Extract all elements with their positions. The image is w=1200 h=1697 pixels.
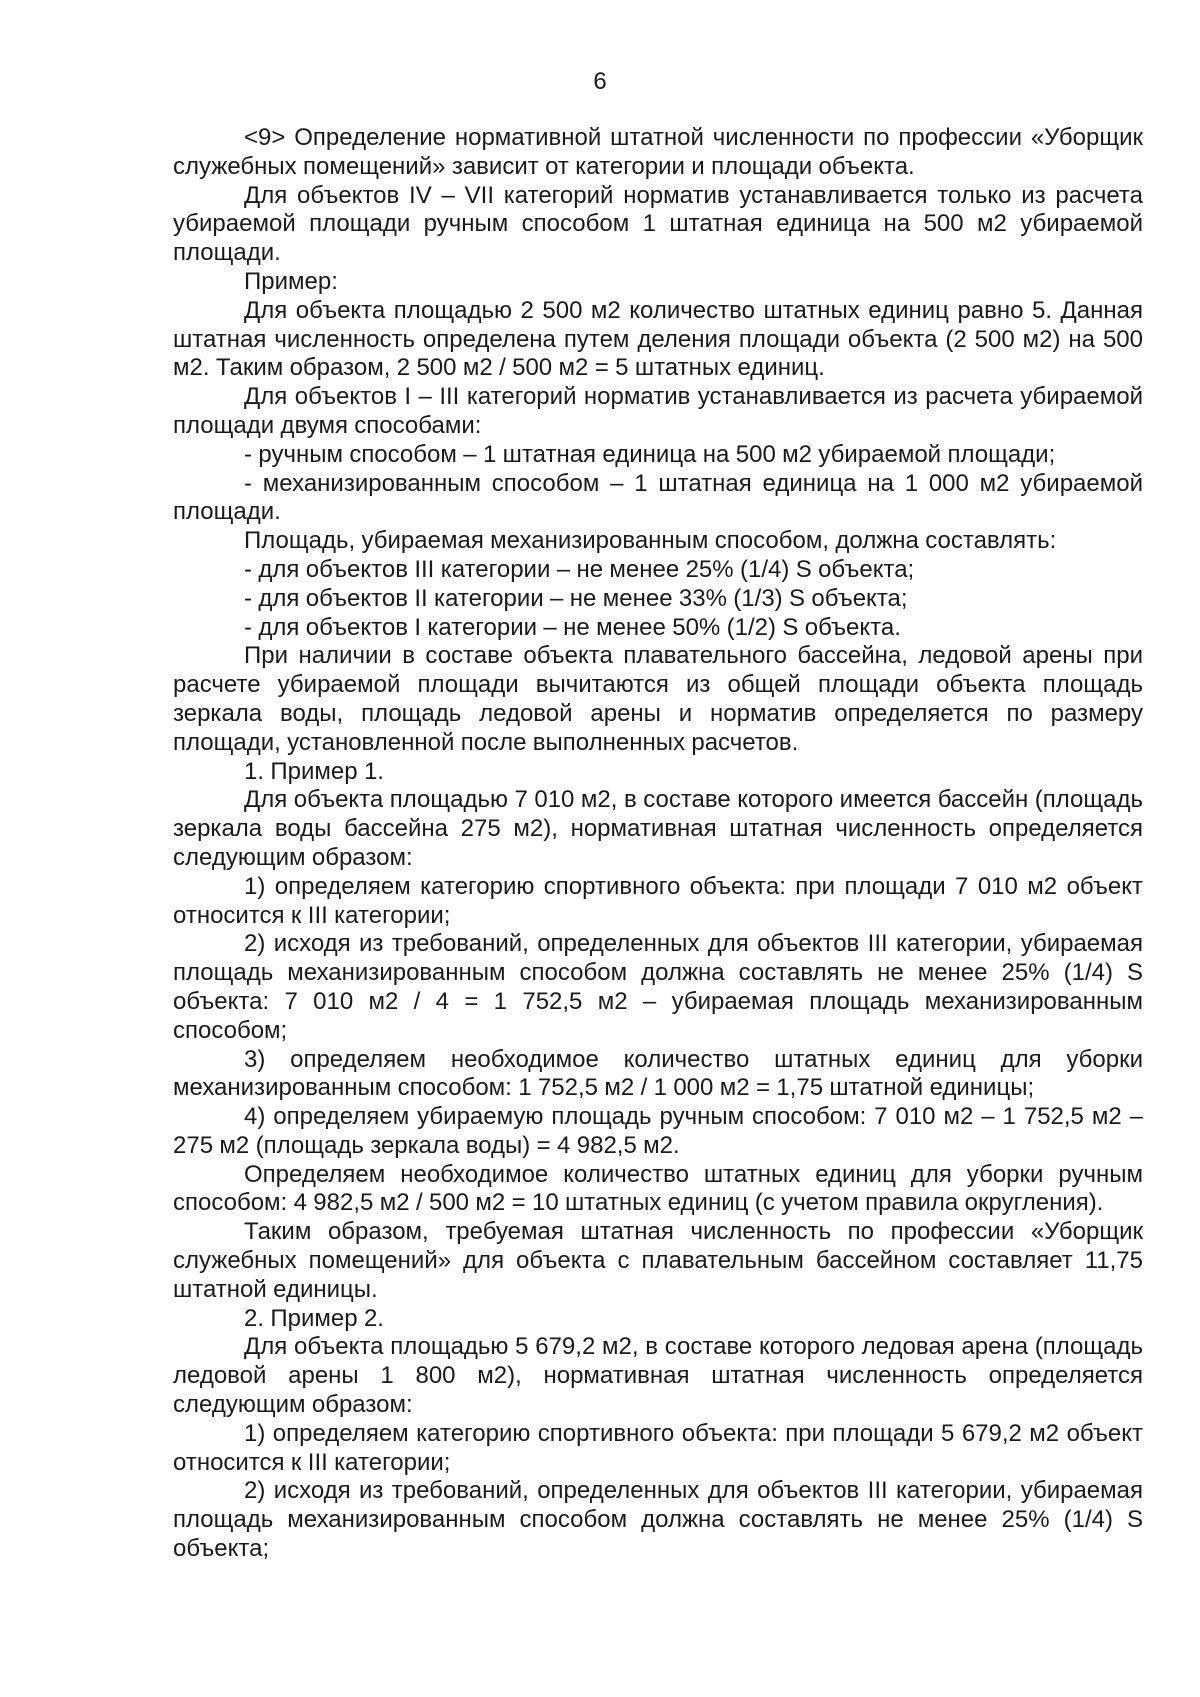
paragraph: Площадь, убираемая механизированным способом, должна составлять:: [244, 527, 1057, 555]
list-item: - для объектов I категории – не менее 50% (1/2) S объекта.: [244, 613, 901, 641]
paragraph: Пример:: [244, 267, 338, 295]
list-item: - для объектов III категории – не менее 25% (1/4) S объекта;: [244, 555, 915, 583]
list-item: 2) исходя из требований, определенных для объектов III категории, убираемая площадь механизированным способом должна составлять не менее 25% (1/4) S объекта: 7 010 м2 / 4 = 1 752,5 м2 – убираемая площадь механизированным способом;: [173, 930, 1143, 1044]
list-item: - ручным способом – 1 штатная единица на 500 м2 убираемой площади;: [244, 440, 1056, 468]
paragraph: Для объектов IV – VII категорий норматив устанавливается только из расчета убираемой площади ручным способом 1 штатная единица на 500 м2 убираемой площади.: [173, 181, 1143, 267]
paragraph: Таким образом, требуемая штатная численность по профессии «Уборщик служебных помещений» для объекта с плавательным бассейном составляет 11,75 штатной единицы.: [173, 1218, 1143, 1303]
section-heading: 2. Пример 2.: [244, 1304, 384, 1332]
list-item: - механизированным способом – 1 штатная единица на 1 000 м2 убираемой площади.: [173, 469, 1143, 526]
paragraph: Для объекта площадью 5 679,2 м2, в составе которого ледовая арена (площадь ледовой арены 1 800 м2), нормативная штатная численность определяется следующим образом:: [173, 1333, 1143, 1419]
list-item: 3) определяем необходимое количество штатных единиц для уборки механизированным способом: 1 752,5 м2 / 1 000 м2 = 1,75 штатной единицы;: [173, 1045, 1143, 1102]
page-number: 6: [593, 68, 607, 95]
paragraph: Для объекта площадью 2 500 м2 количество штатных единиц равно 5. Данная штатная численность определена путем деления площади объекта (2 500 м2) на 500 м2. Таким образом, 2 500 м2 / 500 м2 = 5 штатных единиц.: [173, 296, 1143, 382]
list-item: 1) определяем категорию спортивного объекта: при площади 7 010 м2 объект относится к III категории;: [173, 872, 1143, 929]
list-item: - для объектов II категории – не менее 33% (1/3) S объекта;: [244, 584, 908, 612]
paragraph: При наличии в составе объекта плавательного бассейна, ледовой арены при расчете убираемой площади вычитаются из общей площади объекта площадь зеркала воды, площадь ледовой арены и норматив определяется по размеру площади, установленной после выполненных расчетов.: [173, 642, 1143, 756]
document-body: [173, 124, 1143, 1564]
paragraph: Для объекта площадью 7 010 м2, в составе которого имеется бассейн (площадь зеркала воды бассейна 275 м2), нормативная штатная численность определяется следующим образом:: [173, 786, 1143, 871]
paragraph: Для объектов I – III категорий норматив устанавливается из расчета убираемой площади двумя способами:: [173, 383, 1143, 439]
section-heading: 1. Пример 1.: [244, 757, 384, 785]
paragraph: Определяем необходимое количество штатных единиц для уборки ручным способом: 4 982,5 м2 / 500 м2 = 10 штатных единиц (с учетом правила округления).: [173, 1160, 1143, 1217]
paragraph: <9> Определение нормативной штатной численности по профессии «Уборщик служебных помещений» зависит от категории и площади объекта.: [173, 124, 1143, 180]
list-item: 4) определяем убираемую площадь ручным способом: 7 010 м2 – 1 752,5 м2 – 275 м2 (площадь зеркала воды) = 4 982,5 м2.: [173, 1103, 1143, 1159]
list-item: 2) исходя из требований, определенных для объектов III категории, убираемая площадь механизированным способом должна составлять не менее 25% (1/4) S объекта;: [173, 1477, 1143, 1563]
list-item: 1) определяем категорию спортивного объекта: при площади 5 679,2 м2 объект относится к III категории;: [173, 1419, 1143, 1476]
